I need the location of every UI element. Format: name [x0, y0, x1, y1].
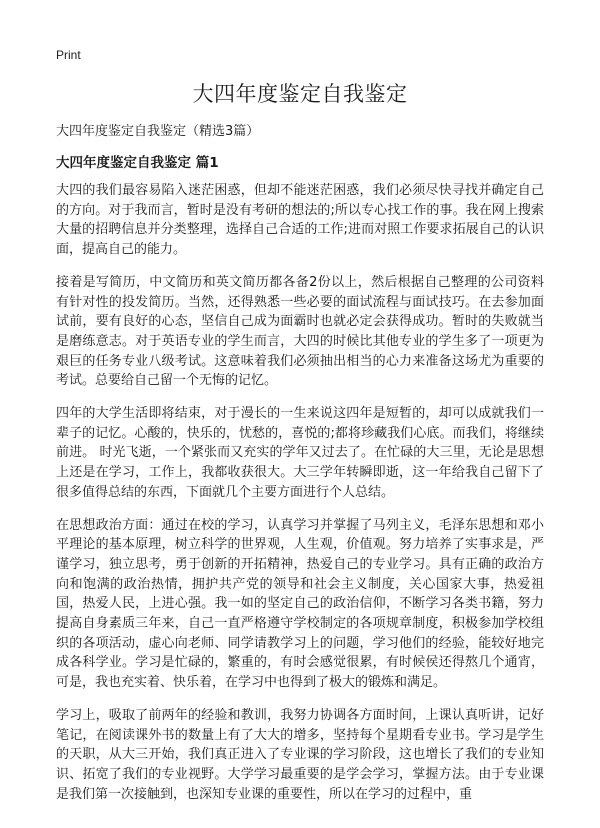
article-body — [56, 181, 544, 817]
document-subtitle: 大四年度鉴定自我鉴定（精选3篇） — [56, 124, 260, 139]
paragraph: 学习上，吸取了前两年的经验和教训，我努力协调各方面时间，上课认真听讲，记好笔记，在阅读课外书的数量上有了大大的增多，坚持每个星期看专业书。学习是学生的天职，从大三开始，我们真正进入了专业课的学习阶段，这也增长了我们的专业知识、拓宽了我们的专业视野。大学学习最重要的是学会学习，掌握方法。由于专业课是我们第一次接触到，也深知专业课的重要性，所以在学习的过程中，重 — [56, 707, 544, 802]
print-link[interactable]: Print — [56, 48, 81, 62]
page-title: 大四年度鉴定自我鉴定 — [192, 82, 408, 106]
section-heading: 大四年度鉴定自我鉴定 篇1 — [56, 155, 219, 171]
paragraph: 大四的我们最容易陷入迷茫困惑，但却不能迷茫困惑，我们必须尽快寻找并确定自己的方向。对于我而言，暂时是没有考研的想法的;所以专心找工作的事。我在网上搜索大量的招聘信息并分类整理，选择自己合适的工作;进而对照工作要求拓展自己的认识面，提高自己的能力。 — [56, 183, 544, 258]
paragraph: 在思想政治方面：通过在校的学习，认真学习并掌握了马列主义，毛泽东思想和邓小平理论的基本原理，树立科学的世界观，人生观，价值观。努力培养了实事求是，严谨学习，独立思考，勇于创新的开拓精神，热爱自己的专业学习。具有正确的政治方向和饱满的政治热情，拥护共产党的领导和社会主义制度，关心国家大事，热爱祖国，热爱人民，上进心强。我一如的坚定自己的政治信仰，不断学习各类书籍，努力提高自身素质三年来，自己一直严格遵守学校制定的各项规章制度，积极参加学校组织的各项活动，虚心向老师、同学请教学习上的问题，学习他们的经验，能较好地完成各科学业。学习是忙碌的，繁重的，有时会感觉很累，有时候侯还得熬几个通宵，可是，我也充实着、快乐着，在学习中也得到了极大的锻炼和满足。 — [56, 517, 544, 691]
paragraph: 四年的大学生活即将结束，对于漫长的一生来说这四年是短暂的，却可以成就我们一辈子的记忆。心酸的，快乐的，忧愁的，喜悦的;都将珍藏我们心底。而我们，将继续前进。 时光飞逝，一个紧张而又充实的学年又过去了。在忙碌的大三里，无论是思想上还是在学习，工作上，我都收获很大。大三学年转瞬即逝，这一年给我自己留下了很多值得总结的东西，下面就几个主要方面进行个人总结。 — [56, 406, 544, 500]
paragraph: 接着是写简历，中文简历和英文简历都各备2份以上，然后根据自己整理的公司资料有针对性的投发简历。当然，还得熟悉一些必要的面试流程与面试技巧。在去参加面试前，要有良好的心态，坚信自己成为面霸时也就必定会获得成功。暂时的失败就当是磨练意志。对于英语专业的学生而言，大四的时候比其他专业的学生多了一项更为艰巨的任务专业八级考试。这意味着我们必须抽出相当的心力来准备这场尤为重要的考试。总要给自己留一个无悔的记忆。 — [56, 274, 544, 389]
